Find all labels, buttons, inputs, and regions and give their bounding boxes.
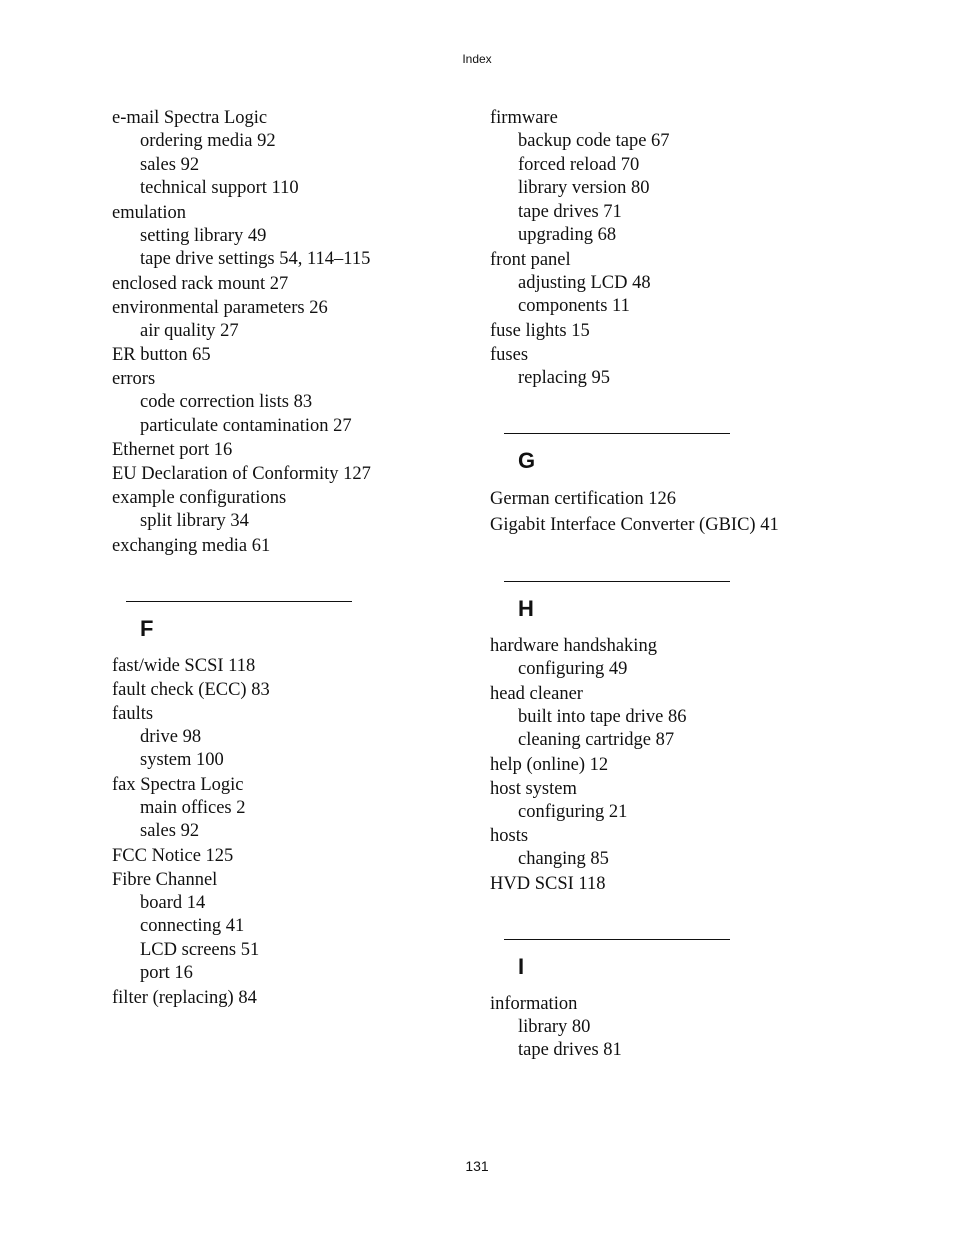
index-entry: HVD SCSI 118 xyxy=(490,873,606,894)
index-subentry: cleaning cartridge 87 xyxy=(518,730,675,750)
index-entry: FCC Notice 125 xyxy=(112,845,234,866)
index-entry: firmware xyxy=(490,108,558,128)
index-list xyxy=(490,486,890,538)
index-subentry: drive 98 xyxy=(140,726,202,747)
index-entry: environmental parameters 26 xyxy=(112,297,328,318)
index-entry: enclosed rack mount 27 xyxy=(112,273,289,294)
index-entry: Gigabit Interface Converter (GBIC) 41 xyxy=(490,515,779,535)
index-entry: filter (replacing) 84 xyxy=(112,987,257,1008)
index-section-g xyxy=(490,433,890,538)
index-subentry: changing 85 xyxy=(518,849,609,869)
index-section-i xyxy=(490,939,890,1063)
index-entry: EU Declaration of Conformity 127 xyxy=(112,464,371,484)
index-entry: faults xyxy=(112,703,154,724)
index-list xyxy=(112,106,492,558)
index-subentry: particulate contamination 27 xyxy=(140,415,352,436)
index-entry: Ethernet port 16 xyxy=(112,440,233,460)
index-subentry: tape drives 71 xyxy=(518,201,622,222)
index-entry: fast/wide SCSI 118 xyxy=(112,655,256,676)
index-subentry: forced reload 70 xyxy=(518,154,640,175)
index-section-f xyxy=(112,601,492,1010)
index-entry: fault check (ECC) 83 xyxy=(112,679,270,700)
index-entry: errors xyxy=(112,369,156,389)
index-column-left xyxy=(112,106,492,1010)
index-subentry: technical support 110 xyxy=(140,178,299,198)
index-section-h xyxy=(490,581,890,896)
section-divider xyxy=(504,581,730,582)
index-subentry: backup code tape 67 xyxy=(518,131,670,151)
index-subentry: sales 92 xyxy=(140,154,200,175)
index-subentry: code correction lists 83 xyxy=(140,392,313,412)
index-entry: head cleaner xyxy=(490,683,583,704)
index-subentry: main offices 2 xyxy=(140,797,246,818)
running-header: Index xyxy=(462,52,492,66)
index-entry: ER button 65 xyxy=(112,345,211,365)
section-letter: G xyxy=(518,448,536,473)
index-column-right xyxy=(490,106,890,1063)
index-entry: emulation xyxy=(112,202,186,223)
index-subentry: upgrading 68 xyxy=(518,225,617,245)
index-entry: information xyxy=(490,993,578,1014)
index-subentry: sales 92 xyxy=(140,821,200,841)
index-entry: help (online) 12 xyxy=(490,754,609,775)
section-letter: H xyxy=(518,596,534,621)
index-subentry: replacing 95 xyxy=(518,367,610,388)
index-subentry: tape drive settings 54, 114–115 xyxy=(140,249,371,269)
index-subentry: system 100 xyxy=(140,750,224,770)
index-list xyxy=(490,992,890,1063)
index-subentry: LCD screens 51 xyxy=(140,939,260,960)
index-subentry: components 11 xyxy=(518,296,630,316)
index-subentry: configuring 49 xyxy=(518,659,628,679)
section-letter: F xyxy=(140,615,154,641)
index-subentry: air quality 27 xyxy=(140,320,239,341)
section-divider xyxy=(126,601,352,602)
index-subentry: tape drives 81 xyxy=(518,1040,622,1060)
index-entry: front panel xyxy=(490,249,571,270)
index-subentry: port 16 xyxy=(140,963,193,983)
index-entry: fax Spectra Logic xyxy=(112,774,244,795)
index-list xyxy=(490,634,890,896)
index-entry: exchanging media 61 xyxy=(112,535,271,556)
index-subentry: connecting 41 xyxy=(140,916,245,936)
index-subentry: board 14 xyxy=(140,892,206,913)
index-subentry: configuring 21 xyxy=(518,801,628,822)
index-list xyxy=(112,654,492,1010)
index-entry: Fibre Channel xyxy=(112,869,218,890)
index-entry: fuse lights 15 xyxy=(490,320,590,341)
index-entry: hardware handshaking xyxy=(490,636,657,656)
index-subentry: setting library 49 xyxy=(140,225,267,246)
section-letter: I xyxy=(518,953,525,979)
section-divider xyxy=(504,939,730,940)
index-subentry: library 80 xyxy=(518,1016,591,1037)
index-subentry: split library 34 xyxy=(140,511,249,531)
index-subentry: adjusting LCD 48 xyxy=(518,272,651,293)
index-entry: example configurations xyxy=(112,488,287,508)
index-entry: host system xyxy=(490,778,577,799)
index-entry: e-mail Spectra Logic xyxy=(112,108,268,128)
index-subentry: library version 80 xyxy=(518,178,650,198)
index-list xyxy=(490,106,890,390)
index-entry: German certification 126 xyxy=(490,489,676,509)
index-entry: fuses xyxy=(490,344,529,365)
index-subentry: built into tape drive 86 xyxy=(518,706,687,727)
index-subentry: ordering media 92 xyxy=(140,131,276,151)
page-number: 131 xyxy=(465,1158,489,1174)
section-divider xyxy=(504,433,730,434)
index-entry: hosts xyxy=(490,826,529,846)
